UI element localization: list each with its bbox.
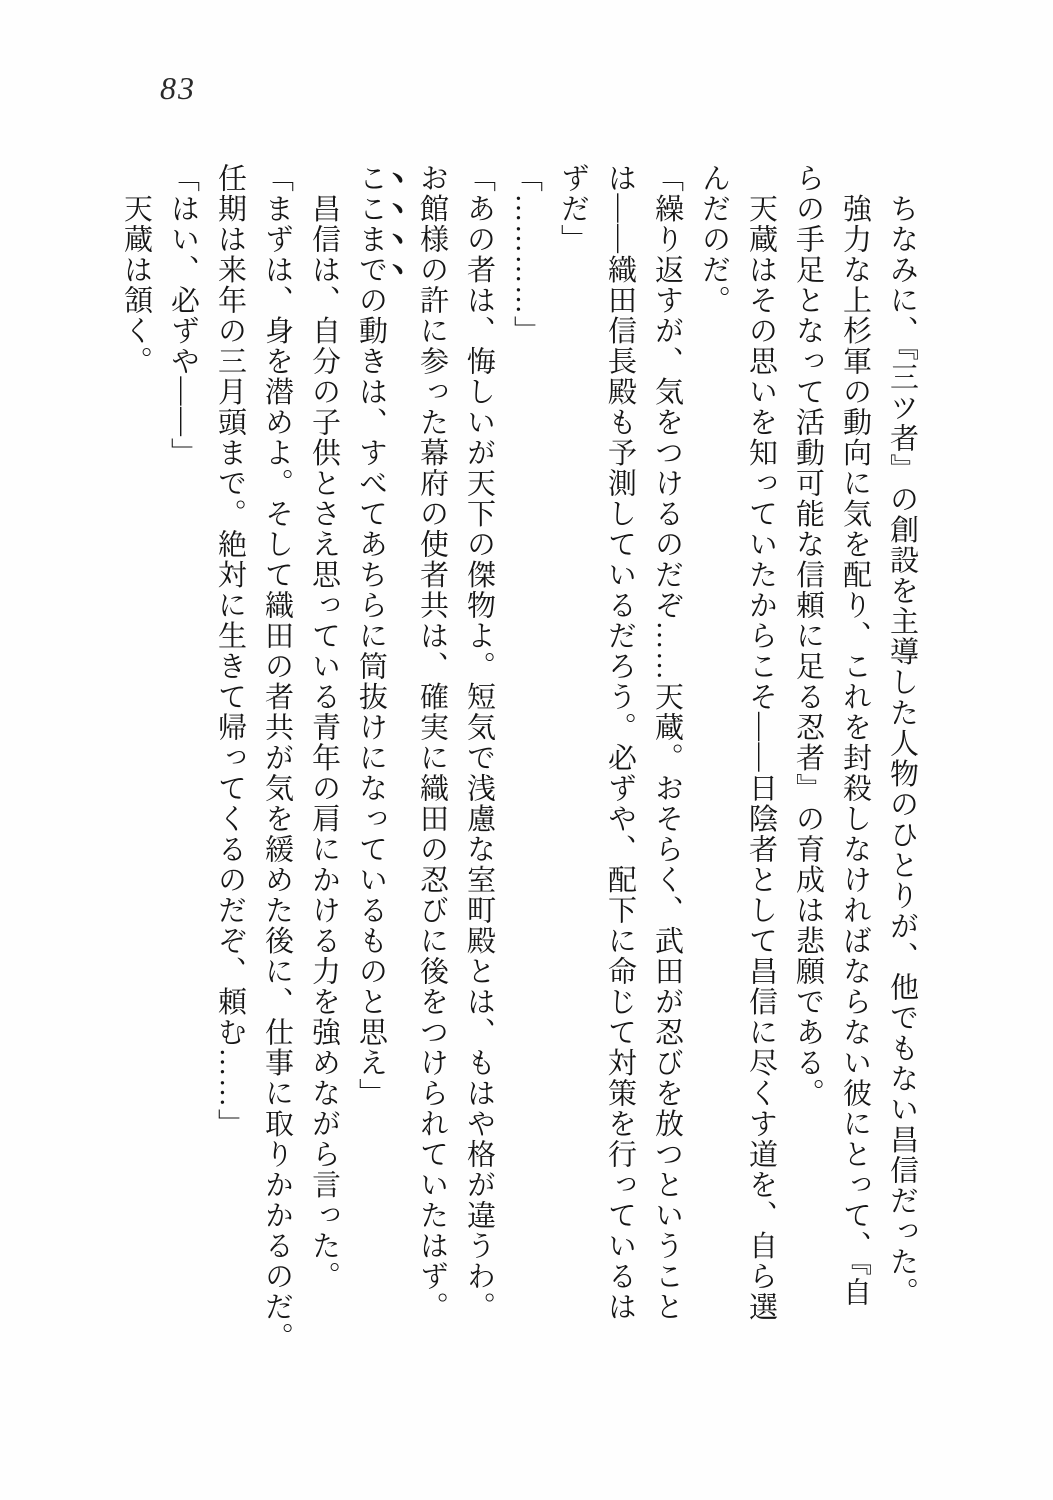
text-line — [455, 163, 502, 1363]
text-line — [737, 163, 784, 1363]
text-line — [596, 163, 643, 1363]
text-line-segment: 「あの者は、悔しいが天下の傑物よ。短気で浅慮な室町殿とは、もはや格が違うわ。 — [463, 163, 495, 1322]
text-line-segment: 「…………」 — [510, 163, 542, 346]
text-line-segment: 任期は来年の三月頭まで。絶対に生きて帰ってくるのだぞ、頼む……」 — [214, 163, 246, 1139]
text-line — [408, 163, 455, 1363]
text-line-segment: らの手足となって活動可能な信頼に足る忍者』の育成は悲願である。 — [792, 163, 824, 1109]
text-line-segment: 「まずは、身を潜めよ。そして織田の者共が気を緩めた後に、仕事に取りかかるのだ。 — [261, 163, 293, 1353]
text-line — [502, 163, 549, 1363]
text-line — [300, 163, 347, 1363]
text-line-segment: 天蔵はその思いを知っていたからこそ――日陰者として昌信に尽くす道を、自ら選 — [745, 163, 777, 1322]
vertical-text-block — [112, 163, 925, 1363]
text-line — [206, 163, 253, 1363]
text-line — [159, 163, 206, 1363]
text-line-segment: ずだ」 — [557, 163, 589, 255]
text-line — [690, 163, 737, 1363]
text-line — [253, 163, 300, 1363]
text-line — [878, 163, 925, 1363]
text-line — [112, 163, 159, 1363]
text-line — [549, 163, 596, 1363]
text-line-segment: ちなみに、『三ツ者』の創設を主導した人物のひとりが、他でもない昌信だった。 — [886, 163, 918, 1308]
text-line-segment: の動きは、すべてあちらに筒抜けになっているものと思え」 — [355, 285, 387, 1109]
text-line-segment: んだのだ。 — [698, 163, 730, 316]
text-line — [831, 163, 878, 1363]
text-line-segment: 強力な上杉軍の動向に気を配り、これを封殺しなければならない彼にとって、『自 — [839, 163, 871, 1308]
text-line-segment: 「繰り返すが、気をつけるのだぞ……天蔵。おそらく、武田が忍びを放つということ — [651, 163, 683, 1322]
text-line-segment: 昌信は、自分の子供とさえ思っている青年の肩にかける力を強めながら言った。 — [308, 163, 340, 1292]
text-line-segment: 天蔵は頷く。 — [120, 163, 152, 377]
text-line-segment: お館様の許に参った幕府の使者共は、確実に織田の忍びに後をつけられていたはず。 — [416, 163, 448, 1322]
text-line-segment: 「はい、必ずや――」 — [167, 163, 199, 468]
emphasized-text: ここまで — [355, 163, 387, 285]
text-line-segment: は――織田信長殿も予測しているだろう。必ずや、配下に命じて対策を行っているは — [604, 163, 636, 1322]
text-line — [643, 163, 690, 1363]
text-line — [347, 163, 408, 1363]
text-line — [784, 163, 831, 1363]
page-number: 83 — [160, 70, 196, 106]
